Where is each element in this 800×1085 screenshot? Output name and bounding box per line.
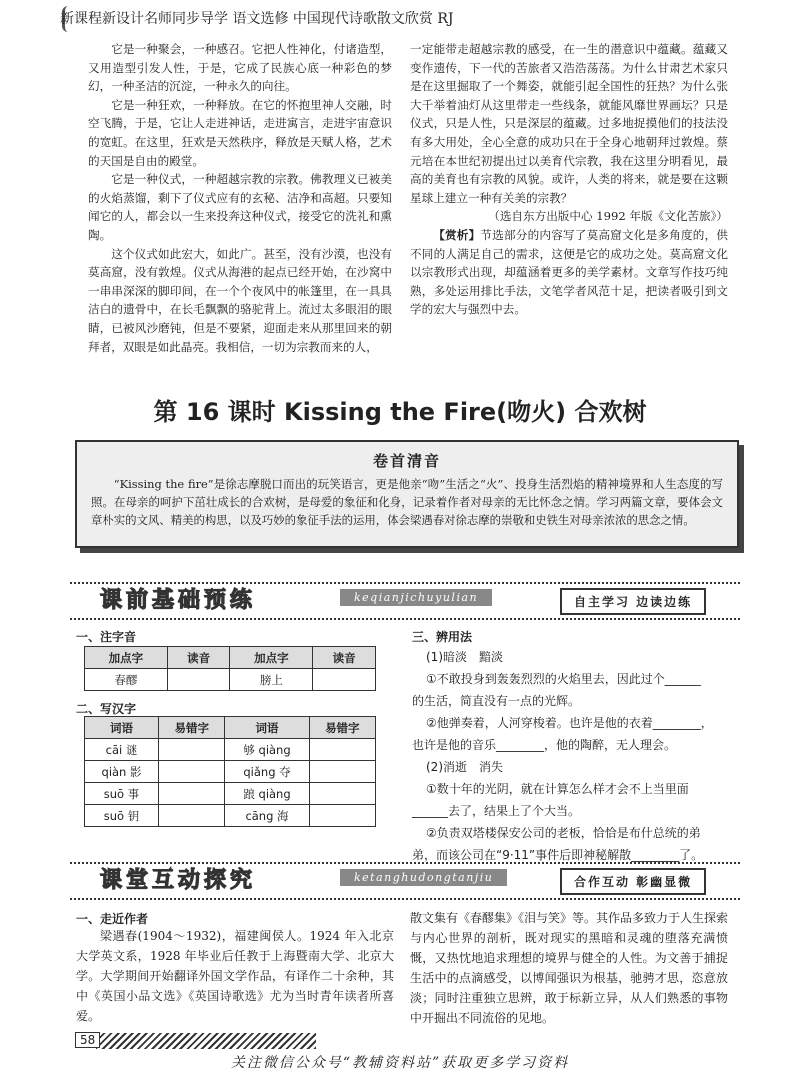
source-citation: （选自东方出版中心 1992 年版《文化苦旅》） [488, 209, 728, 224]
author-left-column [76, 926, 394, 1026]
table-cell: 够 qiàng [225, 739, 309, 761]
table-cell: 踉 qiàng [225, 783, 309, 805]
table-row [85, 739, 376, 761]
table-row [85, 783, 376, 805]
section1-title: 课前基础预练 [100, 588, 257, 613]
table-header: 加点字 [85, 647, 168, 669]
table-header: 易错字 [309, 717, 375, 739]
answer-cell[interactable] [159, 783, 225, 805]
juan-shou-title: 卷首清音 [372, 452, 441, 470]
paragraph: 它是一种仪式，一种超越宗教的宗教。佛教理义已被美的火焰蒸馏，剩下了仪式应有的玄秘、洁净和高超。只要知闻它的人，都会以一生来投奔这种仪式，接受它的洗礼和熏陶。 [88, 172, 392, 242]
page-number-strip [96, 1033, 316, 1049]
q3-line: (2)消逝 消失 [426, 760, 503, 774]
table-header: 易错字 [159, 717, 225, 739]
author-right-column [410, 908, 728, 1028]
table-cell: 膀上 [230, 669, 313, 691]
q3-line: ②他弹奏着，人河穿梭着。也许是他的衣着________， [426, 716, 713, 730]
top-left-column [88, 40, 392, 356]
juan-shou-box [75, 440, 739, 548]
table-row [85, 805, 376, 827]
q1-table [84, 646, 376, 691]
answer-cell[interactable] [313, 669, 376, 691]
table-header: 词语 [225, 717, 309, 739]
q3-label: 三、辨用法 [412, 630, 473, 644]
footer-note: 关注微信公众号“教辅资料站”获取更多学习资料 [230, 1055, 570, 1071]
q3-body [412, 646, 732, 866]
q3-line: ①数十年的光阴，就在计算怎么样才会不上当里面 [426, 782, 689, 796]
answer-cell[interactable] [159, 805, 225, 827]
running-header: 新课程新设计名师同步导学 语文选修 中国现代诗歌散文欣赏 RJ [60, 11, 454, 27]
table-header: 读音 [167, 647, 230, 669]
paragraph: 梁遇春(1904～1932)，福建闽侯人。1924 年入北京大学英文系，1928 年毕业后任教于上海暨南大学、北京大学。大学期间开始翻译外国文学作品，有译作二十余种，其中《英国小品文选》《英国诗歌选》尤为当时青年读者所喜爱。 [76, 929, 394, 1023]
q3-line: ②负责双塔楼保安公司的老板，恰恰是布什总统的弟 [426, 826, 701, 840]
answer-cell[interactable] [159, 739, 225, 761]
q3-line: 也许是他的音乐________，他的陶醉，无人理会。 [412, 738, 677, 752]
q3-line: ①不敢投身到轰轰烈烈的火焰里去，因此过个______ [426, 672, 701, 686]
juan-shou-text: “Kissing the fire”是徐志摩脱口而出的玩笑语言，更是他亲“吻”生活之“火”、投身生活烈焰的精神境界和人生态度的写照。在母亲的呵护下茁壮成长的合欢树，是母爱的象征和化身，记录着作者对母亲的无比怀念之情。学习两篇文章，要体会文章朴实的文风、精美的构思，以及巧妙的象征手法的运用，体会梁遇春对徐志摩的崇敬和史铁生对母亲浓浓的思念之情。 [91, 477, 723, 527]
paragraph: 它是一种聚会，一种感召。它把人性神化，付诸造型，又用造型引发人性，于是，它成了民族心底一种彩色的梦幻，一种圣洁的沉淀，一种永久的向往。 [88, 42, 392, 94]
q3-line: 的生活，简直没有一点的光辉。 [412, 694, 581, 708]
q3-line: 弟，而该公司在“9·11”事件后即神秘解散________了。 [412, 848, 704, 862]
paragraph: 一定能带走超越宗教的感受，在一生的潜意识中蕴藏。蕴藏又变作遗传，下一代的苦旅者又浩浩荡荡。为什么甘肃艺术家只是在这里掘取了一个舞姿，就能引起全国性的狂热？为什么张大千举着油灯从这里带走一些线条，就能风靡世界画坛？只是仪式，只是人性，只是深层的蕴藏。过多地捉摸他们的技法没有多大用处，全心全意的成功只在于全身心地朝拜过敦煌。蔡元培在本世纪初提出过以美育代宗教，我在这里分明看见，最高的美育也有宗教的风貌。或许，人类的将来，就是要在这颗星球上建立一种有关美的宗教？ [410, 42, 728, 205]
paragraph: 它是一种狂欢，一种释放。在它的怀抱里神人交融，时空飞腾，于是，它让人走进神话，走进寓言，走进宇宙意识的宽虹。在这里，狂欢是天然秩序，释放是天赋人格，艺术的天国是自由的殿堂。 [88, 97, 392, 168]
table-cell: qiàn 影 [85, 761, 159, 783]
author-label: 一、走近作者 [76, 912, 149, 926]
table-cell: suō 钥 [85, 805, 159, 827]
section2-pinyin: ketanghudongtanjiu [340, 869, 507, 886]
section2-title: 课堂互动探究 [100, 868, 257, 893]
answer-cell[interactable] [309, 761, 375, 783]
table-header: 加点字 [230, 647, 313, 669]
page-number: 58 [75, 1032, 100, 1048]
section1-tag: 自主学习 边读边练 [560, 588, 706, 615]
answer-cell[interactable] [159, 761, 225, 783]
table-cell: qiǎng 夺 [225, 761, 309, 783]
answer-cell[interactable] [309, 783, 375, 805]
table-row [85, 669, 376, 691]
section2-tag: 合作互动 彰幽显微 [560, 868, 706, 895]
q3-line: (1)暗淡 黯淡 [426, 650, 503, 664]
q2-label: 二、写汉字 [76, 702, 137, 716]
table-cell: suō 事 [85, 783, 159, 805]
table-cell: cāi 谜 [85, 739, 159, 761]
section1-pinyin: keqianjichuyulian [340, 589, 492, 606]
table-row [85, 761, 376, 783]
appreciation-text: 节选部分的内容写了莫高窟文化是多角度的，供不同的人满足自己的需求，这便是它的成功之处。莫高窟文化以宗教形式出现，却蕴涵着更多的美学素材。文章写作技巧纯熟，多处运用排比手法，文笔学者风范十足，把读者吸引到文学的宏大与强烈中去。 [410, 227, 728, 317]
table-cell: cāng 海 [225, 805, 309, 827]
answer-cell[interactable] [309, 805, 375, 827]
top-right-column [410, 40, 728, 319]
table-cell: 春醪 [85, 669, 168, 691]
paragraph: 这个仪式如此宏大，如此广。甚至，没有沙漠，也没有莫高窟，没有敦煌。仪式从海港的起点已经开始，在沙窝中一串串深深的脚印间，在一个个夜风中的帐篷里，在一具具洁白的遗骨中，在长毛飘飘的骆驼背上。流过太多眼泪的眼睛，已被风沙磨钝，但是不要紧，迎面走来从那里回来的朝拜者，双眼是如此晶亮。我相信，一切为宗教而来的人， [88, 246, 392, 354]
paragraph: 散文集有《春醪集》《泪与笑》等。其作品多致力于人生探索与内心世界的剖析，既对现实的黑暗和灵魂的堕落充满愤慨，又热忱地追求理想的境界与健全的人性。为文善于捕捉生活中的点滴感受，以博闻强识为根基，驰骋才思，恣意放淡；同时注重独立思辨，敢于标新立异，从人们熟悉的事物中开掘出不同流俗的见地。 [410, 911, 729, 1025]
answer-cell[interactable] [167, 669, 230, 691]
table-header: 词语 [85, 717, 159, 739]
q1-label: 一、注字音 [76, 630, 137, 644]
q3-line: ______去了，结果上了个大当。 [412, 804, 581, 818]
q2-table [84, 716, 376, 827]
table-header: 读音 [313, 647, 376, 669]
lesson-title: 第 16 课时 Kissing the Fire(吻火) 合欢树 [153, 398, 647, 426]
appreciation-paragraph [410, 226, 728, 319]
appreciation-tag: 【赏析】 [433, 227, 481, 242]
answer-cell[interactable] [309, 739, 375, 761]
